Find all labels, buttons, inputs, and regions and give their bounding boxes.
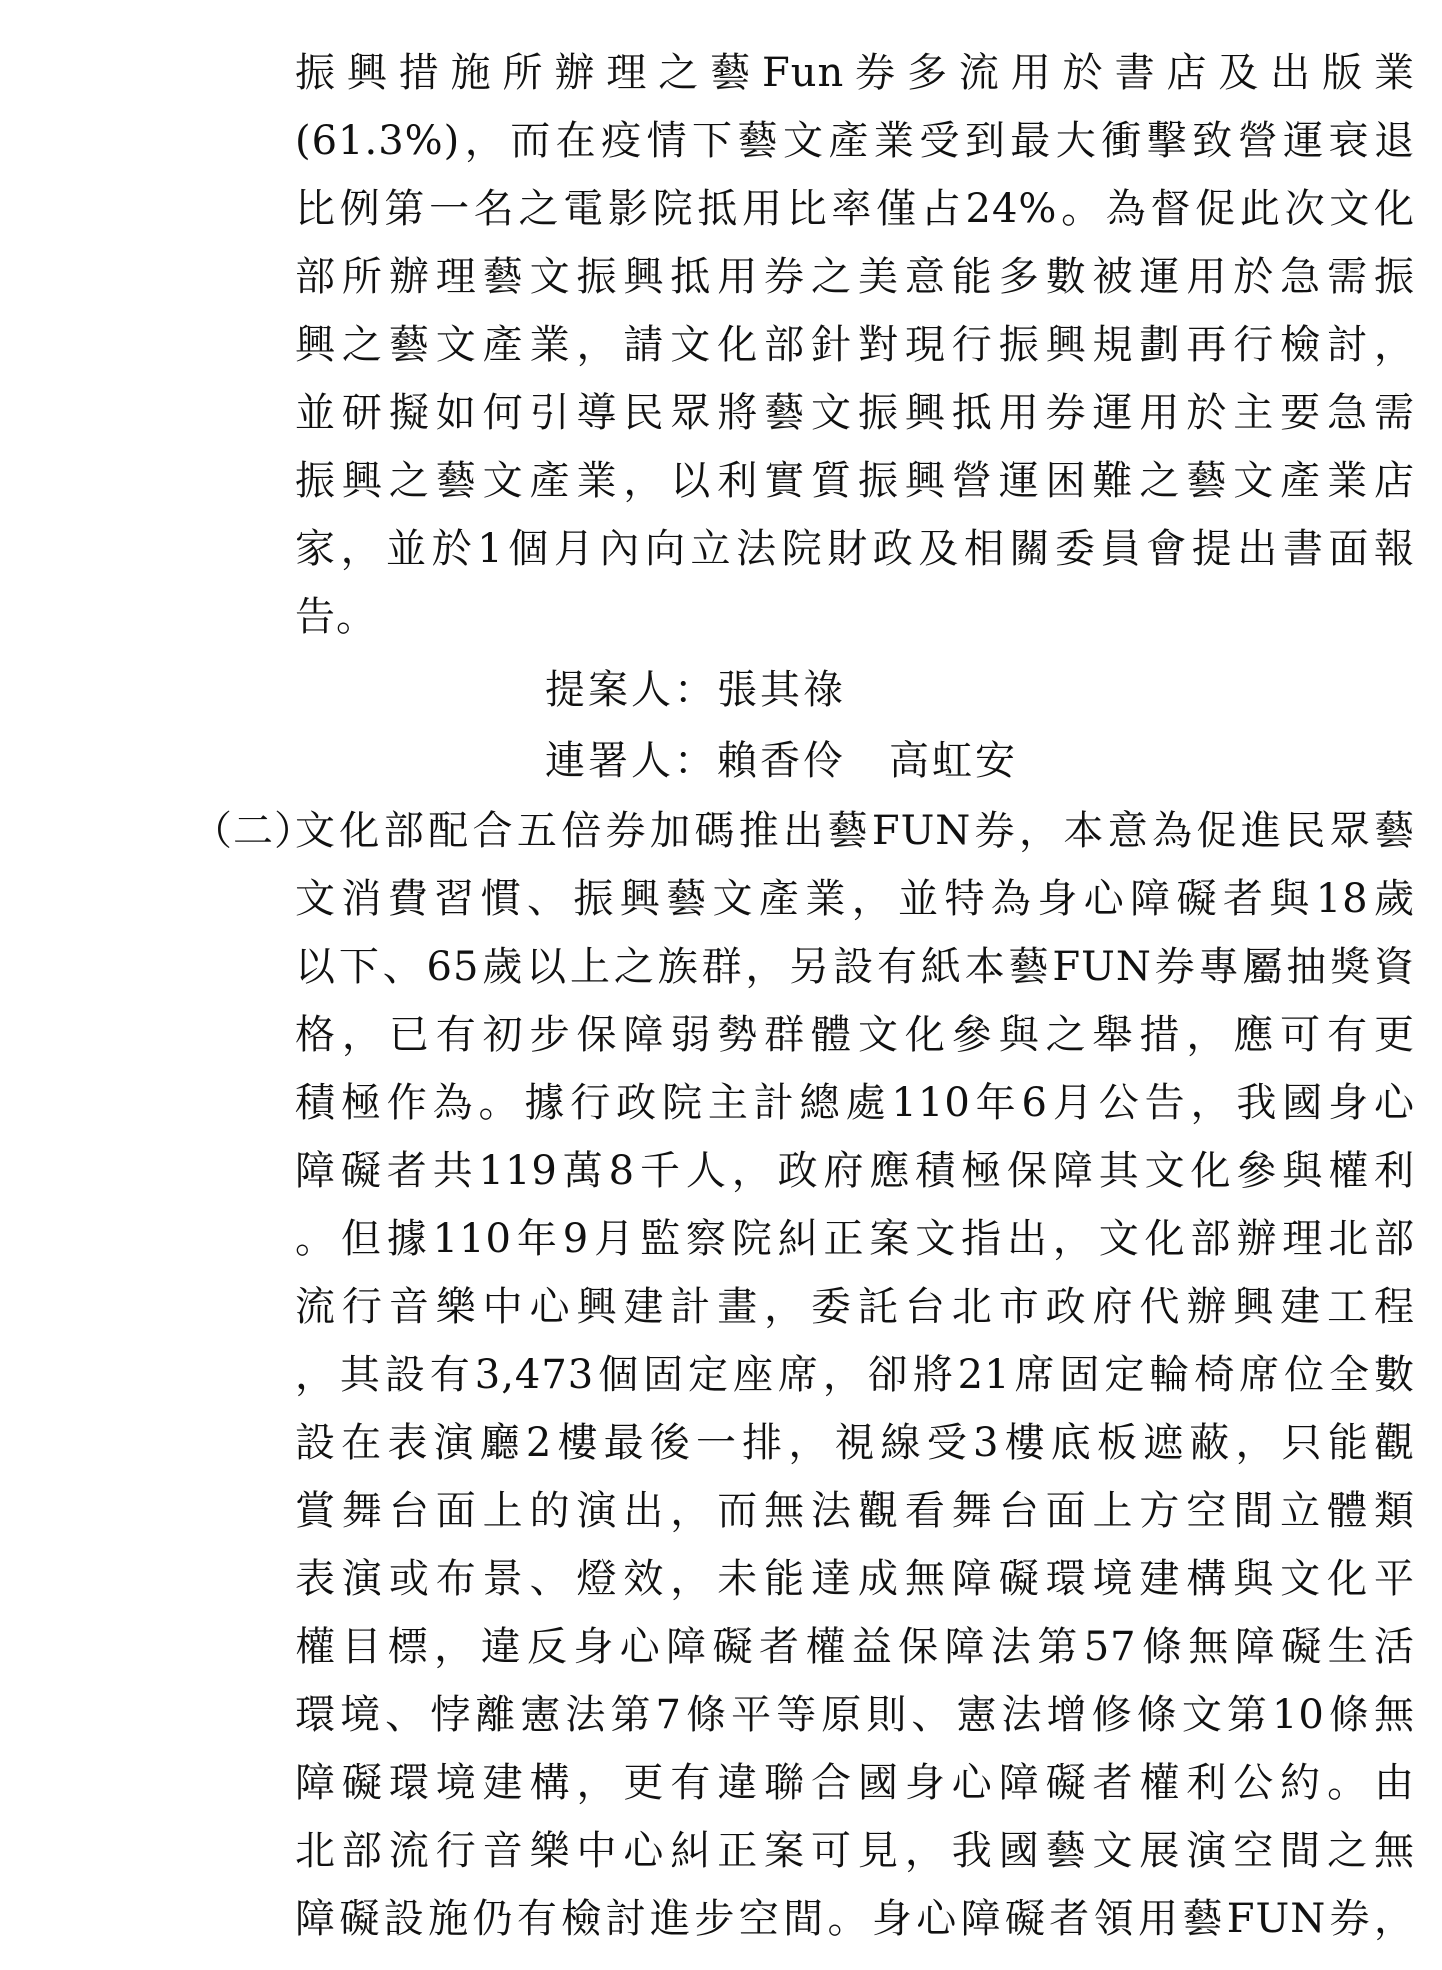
paragraph-line: 障礙環境建構，更有違聯合國身心障礙者權利公約。由 [295,1760,1415,1806]
paragraph-line: 家，並於1個月內向立法院財政及相關委員會提出書面報 [295,526,1415,572]
paragraph-line: 障礙設施仍有檢討進步空間。身心障礙者領用藝FUN券， [295,1896,1415,1942]
paragraph-line: 告。 [295,594,377,640]
paragraph-line: 賞舞台面上的演出，而無法觀看舞台面上方空間立體類 [295,1488,1415,1534]
paragraph-line: 文消費習慣、振興藝文產業，並特為身心障礙者與18歲 [295,876,1415,922]
paragraph-line: 振興措施所辦理之藝Fun券多流用於書店及出版業 [295,50,1415,96]
paragraph-line: 表演或布景、燈效，未能達成無障礙環境建構與文化平 [295,1556,1415,1602]
paragraph-line: 流行音樂中心興建計畫，委託台北市政府代辦興建工程 [295,1284,1415,1330]
paragraph-line: (61.3%)，而在疫情下藝文產業受到最大衝擊致營運衰退 [295,118,1415,164]
paragraph-line: 積極作為。據行政院主計總處110年6月公告，我國身心 [295,1080,1415,1126]
paragraph-line: 權目標，違反身心障礙者權益保障法第57條無障礙生活 [295,1624,1415,1670]
paragraph-line: 設在表演廳2樓最後一排，視線受3樓底板遮蔽，只能觀 [295,1420,1415,1466]
paragraph-line: 興之藝文產業，請文化部針對現行振興規劃再行檢討， [295,322,1415,368]
item-number-label: （二） [192,808,315,854]
paragraph-line: 北部流行音樂中心糾正案可見，我國藝文展演空間之無 [295,1828,1415,1874]
paragraph-line: 比例第一名之電影院抵用比率僅占24%。為督促此次文化 [295,186,1415,232]
paragraph-line: 文化部配合五倍券加碼推出藝FUN券，本意為促進民眾藝 [295,808,1415,854]
paragraph-line: 部所辦理藝文振興抵用券之美意能多數被運用於急需振 [295,254,1415,300]
cosigners-signature: 連署人：賴香伶 高虹安 [545,738,1018,784]
paragraph-line: ，其設有3,473個固定座席，卻將21席固定輪椅席位全數 [295,1352,1415,1398]
paragraph-line: 以下、65歲以上之族群，另設有紙本藝FUN券專屬抽獎資 [295,944,1415,990]
paragraph-line: 並研擬如何引導民眾將藝文振興抵用券運用於主要急需 [295,390,1415,436]
paragraph-line: 格，已有初步保障弱勢群體文化參與之舉措，應可有更 [295,1012,1415,1058]
paragraph-line: 障礙者共119萬8千人，政府應積極保障其文化參與權利 [295,1148,1415,1194]
paragraph-line: 環境、悖離憲法第7條平等原則、憲法增修條文第10條無 [295,1692,1415,1738]
paragraph-line: 振興之藝文產業，以利實質振興營運困難之藝文產業店 [295,458,1415,504]
paragraph-line: 。但據110年9月監察院糾正案文指出，文化部辦理北部 [295,1216,1415,1262]
proposer-signature: 提案人：張其祿 [545,667,846,713]
